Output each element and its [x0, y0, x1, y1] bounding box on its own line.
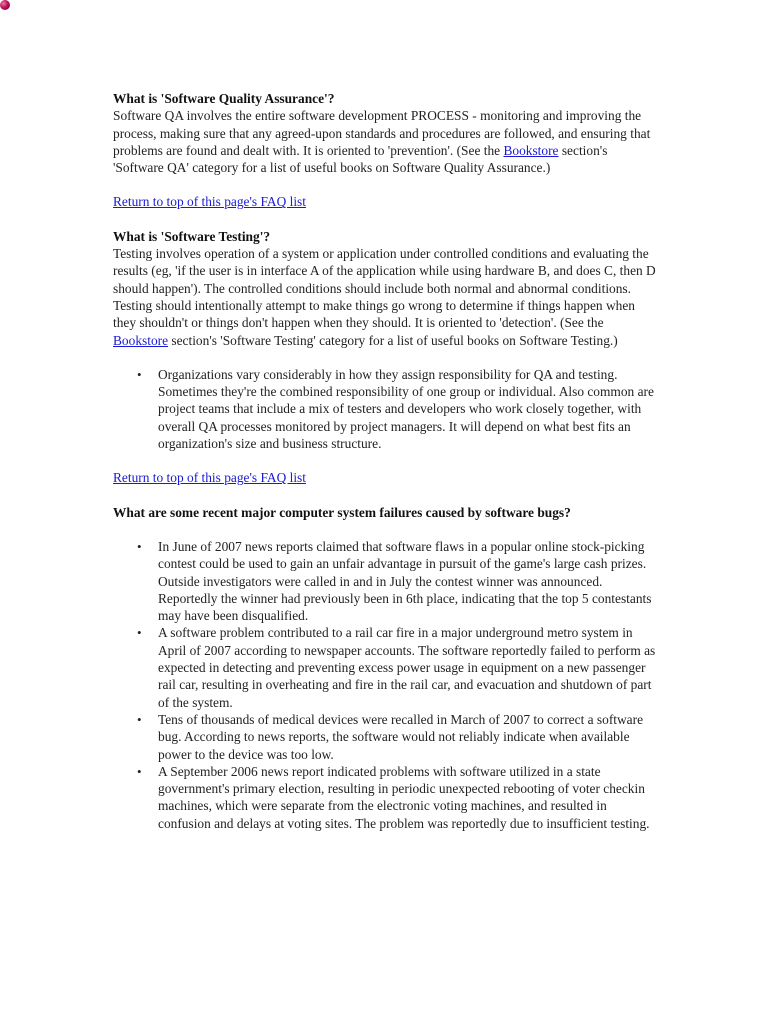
bullet-icon: • [137, 366, 142, 382]
list-item [137, 366, 658, 452]
bullet-icon: • [137, 625, 142, 641]
failures-bullet-list [113, 538, 658, 832]
testing-section [113, 228, 658, 349]
faq-content [113, 90, 658, 849]
bullet-icon: • [137, 538, 142, 554]
qa-heading: What is 'Software Quality Assurance'? [113, 91, 335, 106]
list-item-text: In June of 2007 news reports claimed that software flaws in a popular online stock-picking contest could be used to gain an unfair advantage in pursuit of the game's large cash prizes. Outside investigators were called in and in July the contest winner was announced. Reportedly the winner had previously been in 6th place, indicating that the top 5 contestants may have been disqualified. [158, 538, 652, 624]
list-item [137, 711, 658, 763]
list-item [137, 624, 658, 710]
testing-heading: What is 'Software Testing'? [113, 228, 271, 244]
testing-bullets-section [113, 366, 658, 452]
return-to-top-link-1[interactable]: Return to top of this page's FAQ list [113, 194, 306, 210]
qa-paragraph [113, 107, 658, 176]
testing-bullet-list [113, 366, 658, 452]
qa-bookstore-link[interactable]: Bookstore [503, 142, 559, 158]
testing-text-after: section's 'Software Testing' category for a list of useful books on Software Testing.) [168, 332, 618, 348]
qa-text-after: section's 'Software QA' category for a list of useful books on Software Quality Assurance.) [113, 142, 608, 176]
list-item-text: A September 2006 news report indicated problems with software utilized in a state government's primary election, resulting in periodic unexpected rebooting of voter checkin machines, which were separate from the electronic voting machines, and resulted in confusion and delays at voting sites. The problem was reportedly due to insufficient testing. [158, 763, 650, 831]
list-item-text: Organizations vary considerably in how they assign responsibility for QA and testing. Sometimes they're the combined responsibility of one group or individual. Also common are project teams that include a mix of testers and developers who work closely together, with overall QA processes monitored by project managers. It will depend on what best fits an organization's size and business structure. [158, 366, 654, 452]
testing-paragraph [113, 245, 658, 349]
list-item-text: Tens of thousands of medical devices were recalled in March of 2007 to correct a software bug. According to news reports, the software would not reliably indicate when available power to the device was too low. [158, 711, 644, 762]
return-section-1 [113, 193, 658, 210]
bullet-icon: • [137, 711, 142, 727]
corner-dot-icon [0, 0, 10, 10]
testing-text-before: Testing involves operation of a system or application under controlled conditions and evaluating the results (eg, 'if the user is in interface A of the application while using hardware B, and does C, then D should happen'). The controlled conditions should include both normal and abnormal conditions. Testing should intentionally attempt to make things go wrong to determine if things happen when they shouldn't or things don't happen when they should. It is oriented to 'detection'. (See the [113, 246, 656, 331]
failures-heading-section [113, 504, 658, 521]
testing-bookstore-link[interactable]: Bookstore [113, 332, 169, 348]
failures-bullets-section [113, 538, 658, 832]
failures-heading: What are some recent major computer system failures caused by software bugs? [113, 504, 571, 520]
qa-section [113, 90, 658, 176]
list-item [137, 763, 658, 832]
list-item [137, 538, 658, 624]
qa-text-before: Software QA involves the entire software development PROCESS - monitoring and improving the process, making sure that any agreed-upon standards and procedures are followed, and ensuring that problems are found and dealt with. It is oriented to 'prevention'. (See the [113, 108, 651, 158]
list-item-text: A software problem contributed to a rail car fire in a major underground metro system in April of 2007 according to newspaper accounts. The software reportedly failed to perform as expected in detecting and preventing excess power usage in equipment on a new passenger rail car, resulting in overheating and fire in the rail car, and evacuation and shutdown of part of the system. [158, 625, 656, 710]
bullet-icon: • [137, 763, 142, 779]
return-section-2 [113, 469, 658, 486]
return-to-top-link-2[interactable]: Return to top of this page's FAQ list [113, 470, 306, 486]
